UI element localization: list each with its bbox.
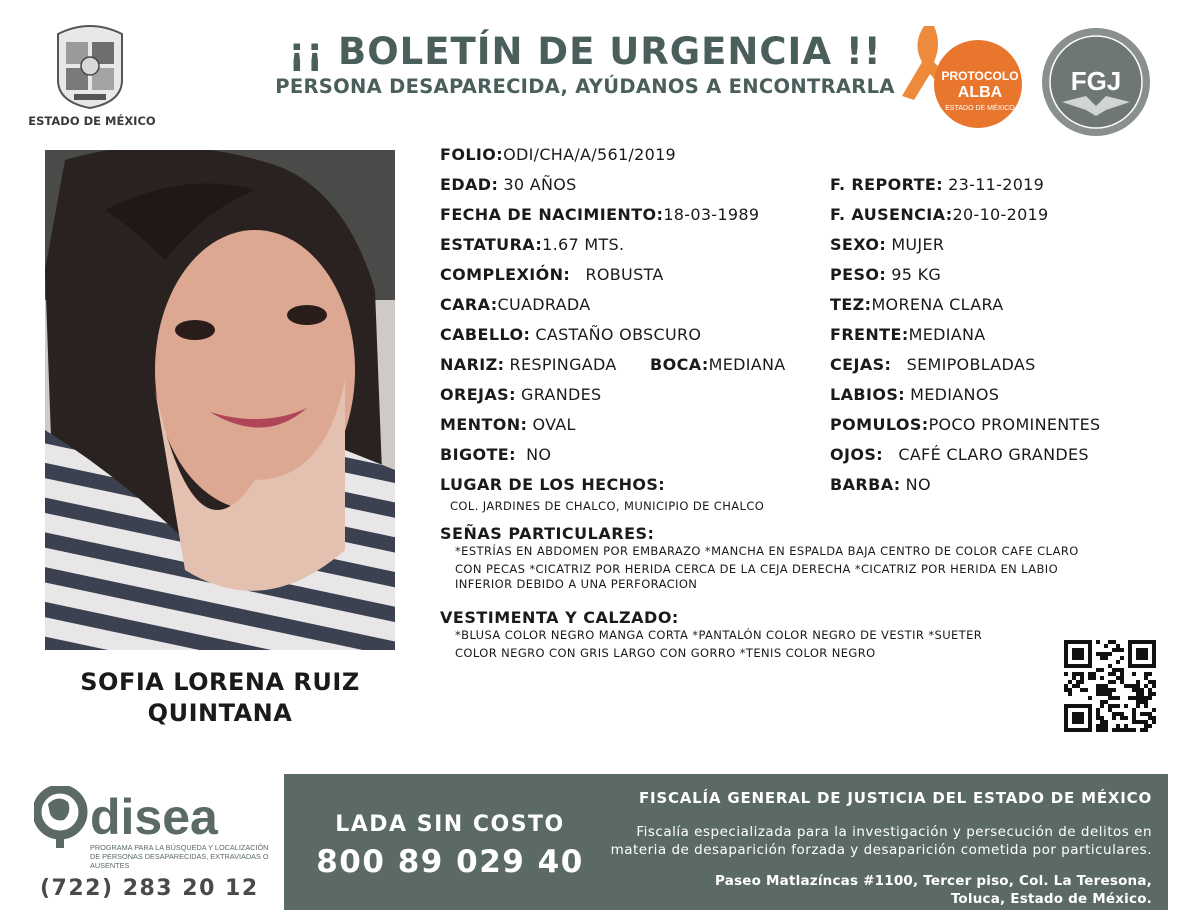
fiscalia-desc-line-2: materia de desaparición forzada y desaparición cometida por particulares. [610, 842, 1152, 858]
senas-heading: SEÑAS PARTICULARES: [440, 524, 655, 543]
vestimenta-line-1: *BLUSA COLOR NEGRO MANGA CORTA *PANTALÓN COLOR NEGRO DE VESTIR *SUETER [455, 628, 983, 642]
pomulos-value: POCO PROMINENTES [928, 415, 1101, 434]
odisea-phone[interactable]: (722) 283 20 12 [40, 876, 259, 901]
cara-label: CARA: [440, 295, 498, 314]
bigote-label: BIGOTE: [440, 445, 516, 464]
senas-line-3: INFERIOR DEBIDO A UNA PERFORACION [455, 577, 698, 591]
alba-line2: ALBA [957, 84, 1003, 101]
peso-value: 95 KG [891, 265, 942, 284]
frente-label: FRENTE: [830, 325, 909, 344]
nariz-label: NARIZ: [440, 355, 505, 374]
page-subtitle: PERSONA DESAPARECIDA, AYÚDANOS A ENCONTRARLA [275, 75, 895, 98]
cejas-label: CEJAS: [830, 355, 892, 374]
lada-sin-costo-label: LADA SIN COSTO [335, 812, 565, 837]
ojos-value: CAFÉ CLARO GRANDES [898, 445, 1089, 464]
menton-value: OVAL [532, 415, 576, 434]
barba-label: BARBA: [830, 475, 901, 494]
pomulos-label: POMULOS: [830, 415, 929, 434]
edad-value: 30 AÑOS [503, 175, 577, 194]
vestimenta-line-2: COLOR NEGRO CON GRIS LARGO CON GORRO *TENIS COLOR NEGRO [455, 646, 876, 660]
complexion-label: COMPLEXIÓN: [440, 265, 571, 284]
field-bigote [440, 445, 551, 465]
folio-label: FOLIO: [440, 145, 504, 164]
tez-label: TEZ: [830, 295, 872, 314]
fiscalia-title: FISCALÍA GENERAL DE JUSTICIA DEL ESTADO DE MÉXICO [638, 789, 1152, 807]
orejas-label: OREJAS: [440, 385, 516, 404]
fecha-nacimiento-value: 18-03-1989 [663, 205, 760, 224]
fgj-seal-logo [1040, 26, 1152, 138]
alba-line1: PROTOCOLO [941, 69, 1019, 83]
estado-de-mexico-crest [50, 20, 130, 112]
f-ausencia-value: 20-10-2019 [952, 205, 1049, 224]
odisea-logo [34, 786, 274, 870]
field-sexo [830, 235, 944, 255]
sexo-value: MUJER [891, 235, 945, 254]
field-pomulos [830, 415, 1100, 435]
bigote-value: NO [526, 445, 552, 464]
peso-label: PESO: [830, 265, 887, 284]
missing-person-name [45, 667, 395, 729]
cejas-value: SEMIPOBLADAS [906, 355, 1036, 374]
boca-label: BOCA: [650, 355, 709, 374]
field-peso [830, 265, 941, 285]
edad-label: EDAD: [440, 175, 499, 194]
orejas-value: GRANDES [521, 385, 602, 404]
name-line-1: SOFIA LORENA RUIZ [80, 668, 360, 696]
field-cabello [440, 325, 701, 345]
field-orejas [440, 385, 601, 405]
field-frente [830, 325, 986, 345]
ojos-label: OJOS: [830, 445, 884, 464]
complexion-value: ROBUSTA [585, 265, 664, 284]
qr-code[interactable] [1064, 640, 1156, 732]
tez-value: MORENA CLARA [871, 295, 1004, 314]
state-name: ESTADO DE MÉXICO [28, 114, 156, 128]
lada-sin-costo-number[interactable]: 800 89 029 40 [316, 844, 584, 880]
fgj-text: FGJ [1070, 66, 1122, 96]
field-edad [440, 175, 577, 195]
field-labios [830, 385, 999, 405]
vestimenta-heading: VESTIMENTA Y CALZADO: [440, 608, 679, 627]
field-estatura [440, 235, 624, 255]
field-complexion [440, 265, 664, 285]
field-folio [440, 145, 676, 165]
f-ausencia-label: F. AUSENCIA: [830, 205, 953, 224]
sexo-label: SEXO: [830, 235, 887, 254]
fiscalia-description [600, 823, 1152, 859]
field-lugar-hechos-label [440, 475, 665, 495]
field-cara [440, 295, 590, 315]
estatura-value: 1.67 MTS. [542, 235, 625, 254]
folio-value: ODI/CHA/A/561/2019 [503, 145, 677, 164]
field-ojos [830, 445, 1089, 465]
labios-label: LABIOS: [830, 385, 906, 404]
protocolo-alba-logo [898, 22, 1030, 132]
field-tez [830, 295, 1004, 315]
menton-label: MENTON: [440, 415, 528, 434]
cabello-value: CASTAÑO OBSCURO [535, 325, 702, 344]
fiscalia-address [600, 872, 1152, 908]
alba-line3: ESTADO DE MÉXICO [945, 105, 1015, 112]
address-line-2: Toluca, Estado de México. [950, 891, 1152, 907]
missing-person-photo [45, 150, 395, 650]
field-barba [830, 475, 931, 495]
odisea-tag-3: AUSENTES [90, 861, 130, 870]
field-f-reporte [830, 175, 1044, 195]
odisea-tag-1: PROGRAMA PARA LA BÚSQUEDA Y LOCALIZACIÓN [90, 843, 269, 852]
senas-line-2: CON PECAS *CICATRIZ POR HERIDA CERCA DE LA CEJA DERECHA *CICATRIZ POR HERIDA EN LABIO [455, 562, 1059, 576]
f-reporte-label: F. REPORTE: [830, 175, 944, 194]
nariz-value: RESPINGADA [509, 355, 617, 374]
senas-line-1: *ESTRÍAS EN ABDOMEN POR EMBARAZO *MANCHA EN ESPALDA BAJA CENTRO DE COLOR CAFE CLARO [455, 544, 1079, 558]
address-line-1: Paseo Matlazíncas #1100, Tercer piso, Col. La Teresona, [715, 873, 1152, 889]
field-fecha-nacimiento [440, 205, 759, 225]
frente-value: MEDIANA [908, 325, 986, 344]
lugar-hechos-label: LUGAR DE LOS HECHOS: [440, 475, 666, 494]
cabello-label: CABELLO: [440, 325, 531, 344]
odisea-tag-2: DE PERSONAS DESAPARECIDAS, EXTRAVIADAS O [90, 852, 269, 861]
odisea-word: disea [90, 789, 218, 845]
cara-value: CUADRADA [497, 295, 591, 314]
field-menton [440, 415, 576, 435]
barba-value: NO [905, 475, 931, 494]
fecha-nacimiento-label: FECHA DE NACIMIENTO: [440, 205, 664, 224]
field-boca [650, 355, 786, 375]
fiscalia-desc-line-1: Fiscalía especializada para la investigación y persecución de delitos en [636, 824, 1152, 840]
boca-value: MEDIANA [708, 355, 786, 374]
labios-value: MEDIANOS [910, 385, 1000, 404]
field-nariz [440, 355, 617, 375]
page-title: ¡¡ BOLETÍN DE URGENCIA !! [288, 30, 882, 73]
estatura-label: ESTATURA: [440, 235, 543, 254]
field-cejas [830, 355, 1036, 375]
field-f-ausencia [830, 205, 1049, 225]
lugar-hechos-value: COL. JARDINES DE CHALCO, MUNICIPIO DE CHALCO [450, 499, 765, 513]
f-reporte-value: 23-11-2019 [948, 175, 1045, 194]
name-line-2: QUINTANA [147, 699, 293, 727]
